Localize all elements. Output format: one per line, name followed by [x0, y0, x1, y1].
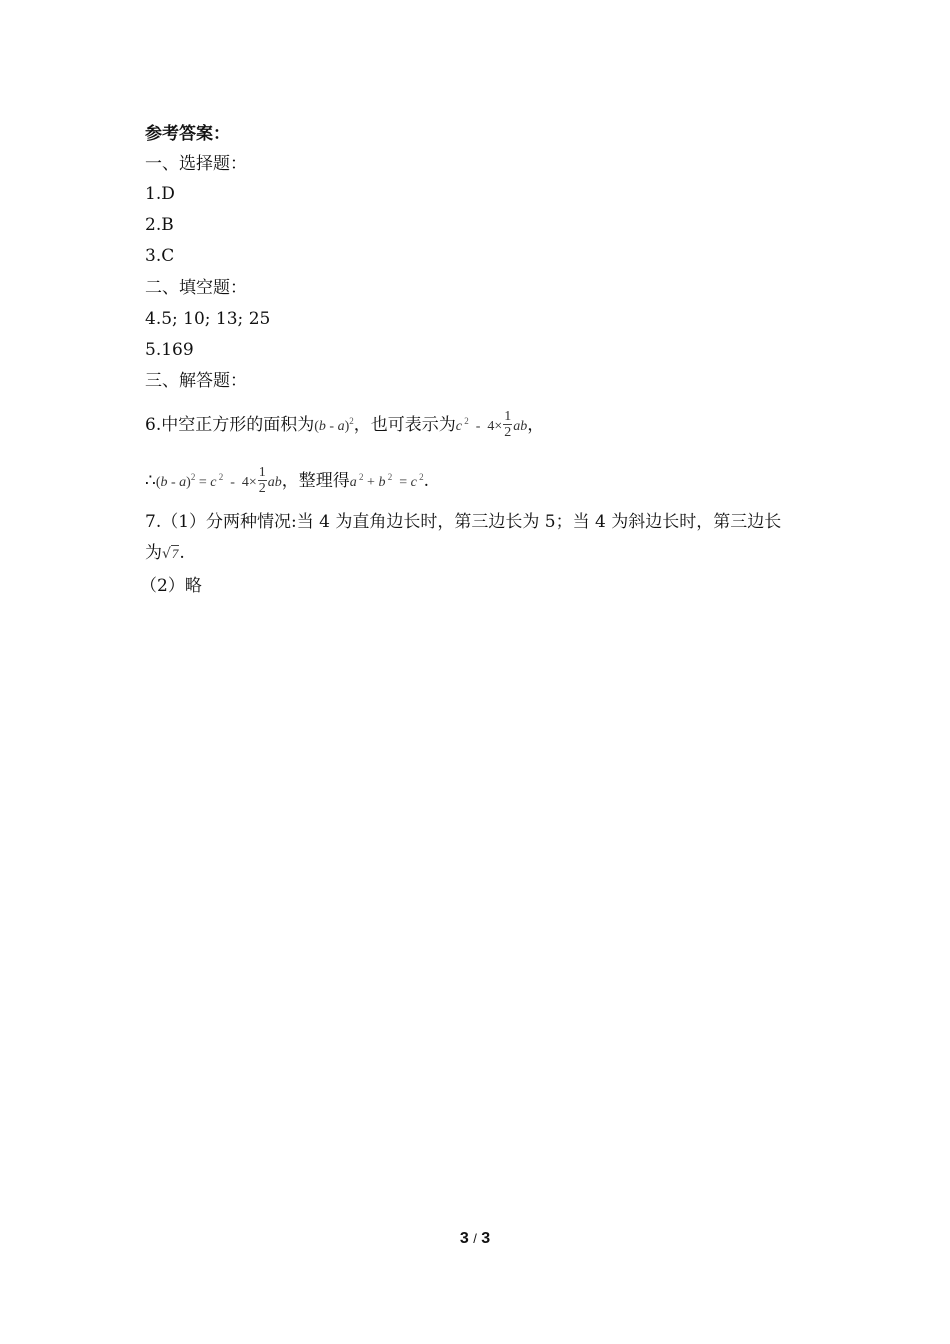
answer-6-line-2: ∴(b - a)$^2$ = c $^2$ - 4× $\frac{1}{2}$ ab，整理得a $^2$ + b $^2$ = c $^2$. [145, 465, 429, 497]
sqrt-seven: 7 [171, 546, 179, 561]
answer-2: 2.B [145, 215, 174, 235]
page-number: 3 / 3 [459, 1230, 491, 1247]
section-fill: 二、填空题： [145, 278, 247, 298]
therefore-symbol: ∴ [145, 471, 156, 491]
answer-4: 4.5; 10; 13; 25 [145, 309, 271, 329]
answer-7-line-1: 7.（1）分两种情况:当 4 为直角边长时，第三边长为 5；当 4 为斜边长时，第三边长 [145, 512, 782, 532]
sqrt-symbol: √ [162, 546, 171, 562]
answer-6-mid: ，也可表示为 [353, 415, 456, 435]
section-choice: 一、选择题： [145, 154, 247, 174]
answer-6-tidy: ，整理得 [281, 471, 350, 491]
formula-area-alt: c $^2$ - 4× $\frac{1}{2}$ ab [455, 409, 528, 441]
section-solve: 三、解答题： [145, 371, 247, 391]
answer-heading: 参考答案： [145, 124, 230, 144]
formula-area-square: (b - a)$^2$ [314, 416, 354, 434]
answer-6-prefix: 6.中空正方形的面积为 [145, 415, 315, 435]
formula-equation: (b - a)$^2$ = c $^2$ - 4× $\frac{1}{2}$ ab [155, 465, 282, 497]
answer-6-line-1: 6.中空正方形的面积为(b - a)$^2$，也可表示为c $^2$ - 4× $\frac{1}{2}$ ab， [145, 409, 545, 441]
fraction-half: $\frac{1}{2}$ [504, 409, 512, 441]
formula-pythagoras: a $^2$ + b $^2$ = c $^2$ [349, 472, 424, 490]
answer-5: 5.169 [145, 340, 194, 360]
answer-7-line-2: 为√7. [145, 543, 185, 563]
answer-3: 3.C [145, 246, 175, 266]
answer-1: 1.D [145, 184, 175, 204]
answer-7-part-2: （2）略 [140, 576, 202, 596]
fraction-half: $\frac{1}{2}$ [258, 465, 266, 497]
